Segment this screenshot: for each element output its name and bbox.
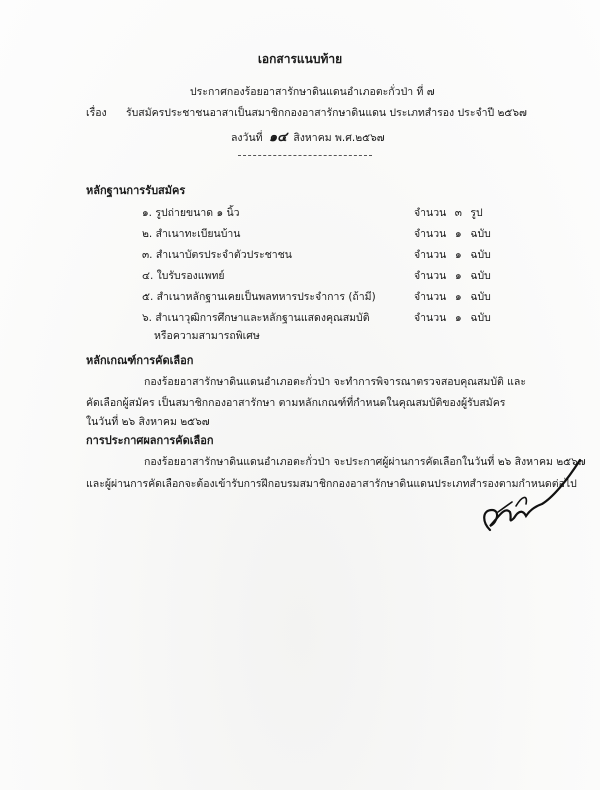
evidence-item: ๑. รูปถ่ายขนาด ๑ นิ้ว [142, 207, 240, 219]
qty-prefix: จำนวน [414, 312, 447, 324]
evidence-qty [414, 225, 491, 242]
signature-mark [468, 452, 586, 542]
subject-line [86, 104, 527, 121]
criteria-line: กองร้อยอาสารักษาดินแดนอำเภอตะกั่วป่า จะทำการพิจารณาตรวจสอบคุณสมบัติ และ [144, 376, 526, 388]
date-suffix: สิงหาคม พ.ศ.๒๕๖๗ [293, 132, 385, 144]
evidence-heading: หลักฐานการรับสมัคร [86, 184, 186, 197]
evidence-qty [414, 246, 491, 263]
evidence-item: ๕. สำเนาหลักฐานเคยเป็นพลทหารประจำการ (ถ้ามี) [142, 291, 376, 303]
evidence-item-continuation: หรือความสามารถพิเศษ [154, 330, 260, 342]
evidence-qty [414, 267, 491, 284]
evidence-qty [414, 288, 491, 305]
announce-line: และผู้ผ่านการคัดเลือกจะต้องเข้ารับการฝึกอบรมสมาชิกกองอาสารักษาดินแดนประเภทสำรองตามกำหนดต่อไป [86, 478, 577, 490]
evidence-qty [414, 204, 483, 221]
announce-heading: การประกาศผลการคัดเลือก [86, 434, 214, 447]
evidence-item: ๔. ใบรับรองแพทย์ [142, 270, 225, 282]
qty-prefix: จำนวน [414, 291, 447, 303]
qty-unit: รูป [470, 207, 483, 219]
announce-line: กองร้อยอาสารักษาดินแดนอำเภอตะกั่วป่า จะประกาศผู้ผ่านการคัดเลือกในวันที่ ๒๖ สิงหาคม ๒๕๖๗ [144, 456, 586, 468]
evidence-item: ๒. สำเนาทะเบียนบ้าน [142, 228, 241, 240]
dashed-divider [238, 155, 372, 156]
criteria-line: คัดเลือกผู้สมัคร เป็นสมาชิกกองอาสารักษา ตามหลักเกณฑ์ที่กำหนดในคุณสมบัติของผู้รับสมัคร [86, 397, 506, 409]
qty-unit: ฉบับ [470, 249, 491, 261]
announcement-line: ประกาศกองร้อยอาสารักษาดินแดนอำเภอตะกั่วป่า ที่ ๗ [190, 86, 435, 98]
qty-number: ๑ [454, 270, 462, 282]
date-prefix: ลงวันที่ [231, 132, 263, 144]
qty-prefix: จำนวน [414, 228, 447, 240]
document-title: เอกสารแนบท้าย [257, 52, 343, 66]
qty-prefix: จำนวน [414, 207, 447, 219]
qty-number: ๑ [454, 312, 462, 324]
qty-unit: ฉบับ [470, 270, 491, 282]
criteria-line: ในวันที่ ๒๖ สิงหาคม ๒๕๖๗ [86, 416, 210, 428]
qty-number: ๑ [454, 228, 462, 240]
qty-unit: ฉบับ [470, 228, 491, 240]
subject-text: รับสมัครประชาชนอาสาเป็นสมาชิกกองอาสารักษาดินแดน ประเภทสำรอง ประจำปี ๒๕๖๗ [126, 107, 527, 119]
qty-prefix: จำนวน [414, 270, 447, 282]
qty-number: ๑ [454, 291, 462, 303]
qty-number: ๑ [454, 249, 462, 261]
qty-number: ๓ [454, 207, 462, 219]
qty-prefix: จำนวน [414, 249, 447, 261]
evidence-item: ๓. สำเนาบัตรประจำตัวประชาชน [142, 249, 292, 261]
evidence-qty [414, 309, 491, 326]
criteria-heading: หลักเกณฑ์การคัดเลือก [86, 354, 194, 367]
date-line [231, 126, 385, 147]
qty-unit: ฉบับ [470, 291, 491, 303]
subject-label: เรื่อง [86, 107, 107, 119]
date-day: ๑๔ [268, 130, 287, 145]
qty-unit: ฉบับ [470, 312, 491, 324]
evidence-item: ๖. สำเนาวุฒิการศึกษาและหลักฐานแสดงคุณสมบัติ [142, 312, 370, 324]
